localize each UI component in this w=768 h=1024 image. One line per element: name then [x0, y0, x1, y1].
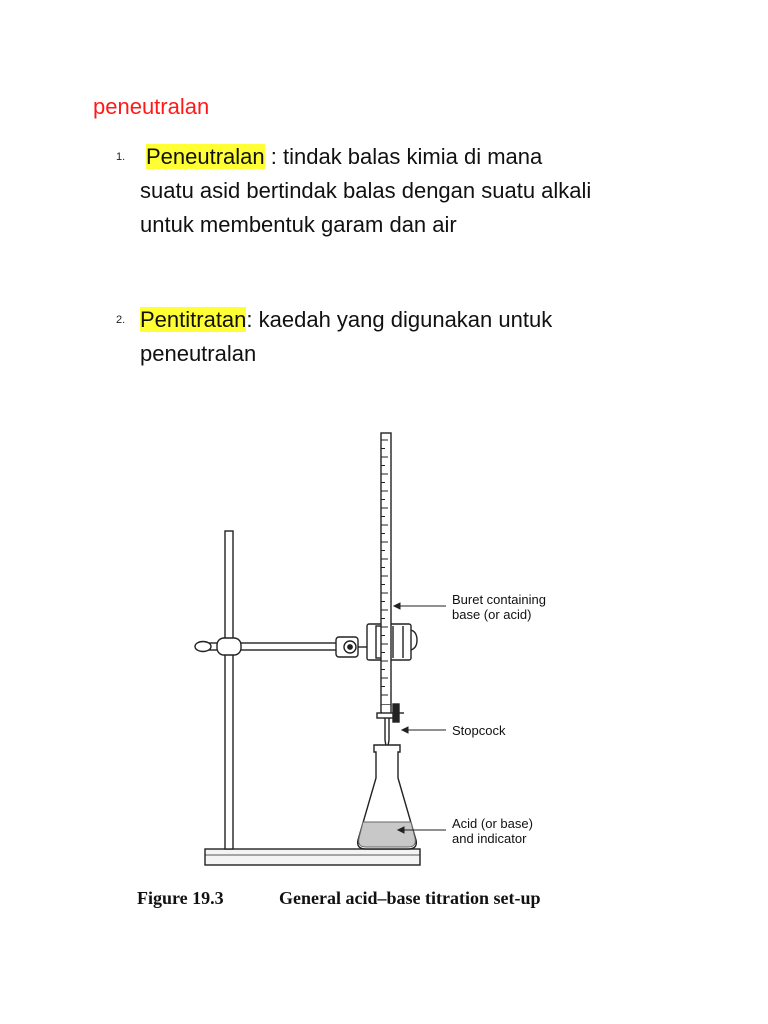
stopcock-label: Stopcock: [452, 723, 506, 738]
flask-liquid: [359, 822, 416, 847]
list-line: untuk membentuk garam dan air: [140, 212, 457, 237]
list-number: 1.: [116, 151, 126, 163]
stand-rod: [225, 531, 233, 849]
flask-label: Acid (or base) and indicator: [452, 816, 533, 846]
stopcock: [377, 713, 395, 718]
titration-diagram: [130, 425, 630, 925]
boss-head: [217, 638, 241, 655]
list-line: peneutralan: [140, 341, 257, 366]
page-title: peneutralan: [93, 94, 210, 119]
figure-number: Figure 19.3: [137, 888, 224, 908]
figure-caption: [137, 888, 540, 909]
highlighted-term: Pentitratan: [140, 307, 247, 332]
definition-text: : tindak balas kimia di mana: [264, 144, 543, 169]
list-line: suatu asid bertindak balas dengan suatu alkali: [140, 178, 592, 203]
definition-text: : kaedah yang digunakan untuk: [246, 307, 553, 332]
highlighted-term: Peneutralan: [146, 144, 265, 169]
buret-label: Buret containing base (or acid): [452, 592, 546, 622]
list-line: [140, 303, 552, 337]
figure-caption-text: General acid–base titration set-up: [279, 888, 541, 908]
clamp-knob: [195, 642, 211, 652]
list-line: [146, 140, 542, 174]
stand-base: [205, 849, 420, 865]
list-number: 2.: [116, 314, 126, 326]
